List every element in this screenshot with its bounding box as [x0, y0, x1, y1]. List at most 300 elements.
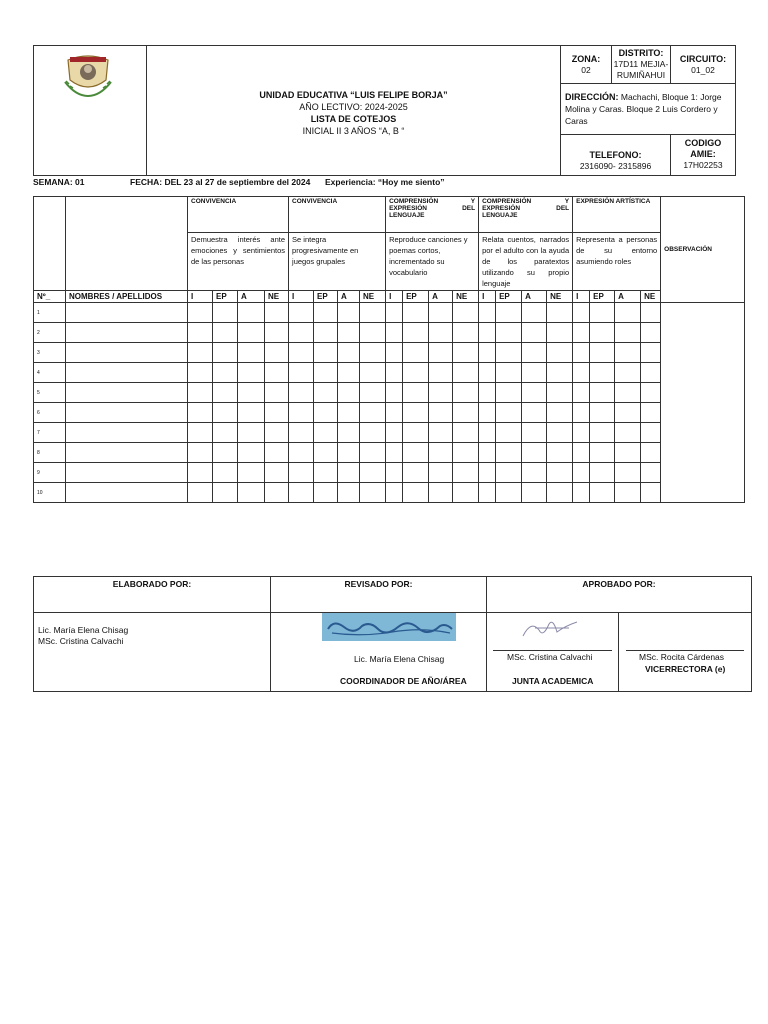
evaluation-cell[interactable] [479, 403, 496, 423]
evaluation-cell[interactable] [314, 363, 338, 383]
evaluation-cell[interactable] [573, 363, 590, 383]
evaluation-cell[interactable] [590, 463, 615, 483]
evaluation-cell[interactable] [238, 423, 265, 443]
evaluation-cell[interactable] [522, 483, 547, 503]
evaluation-cell[interactable] [641, 423, 661, 443]
evaluation-cell[interactable] [522, 403, 547, 423]
evaluation-cell[interactable] [338, 383, 360, 403]
evaluation-cell[interactable] [238, 363, 265, 383]
evaluation-cell[interactable] [386, 423, 403, 443]
evaluation-cell[interactable] [522, 443, 547, 463]
evaluation-cell[interactable] [453, 323, 479, 343]
scale-header-cell: A [522, 291, 547, 303]
evaluation-cell[interactable] [360, 323, 386, 343]
evaluation-cell[interactable] [289, 443, 314, 463]
evaluation-cell[interactable] [547, 483, 573, 503]
evaluation-cell[interactable] [547, 303, 573, 323]
evaluation-cell[interactable] [386, 303, 403, 323]
evaluation-cell[interactable] [314, 483, 338, 503]
student-name-cell[interactable] [66, 463, 188, 483]
evaluation-cell[interactable] [429, 443, 453, 463]
aprobado-role-1: JUNTA ACADEMICA [512, 676, 594, 686]
evaluation-cell[interactable] [238, 383, 265, 403]
signature-table [33, 576, 752, 692]
zona-value: 02 [581, 64, 591, 75]
row-number: 8 [34, 443, 66, 463]
evaluation-cell[interactable] [453, 383, 479, 403]
observacion-cell[interactable] [661, 403, 745, 423]
evaluation-cell[interactable] [479, 323, 496, 343]
evaluation-cell[interactable] [496, 443, 522, 463]
evaluation-cell[interactable] [314, 383, 338, 403]
table-row [34, 443, 745, 463]
student-name-cell[interactable] [66, 363, 188, 383]
evaluation-cell[interactable] [615, 323, 641, 343]
observacion-cell[interactable] [661, 463, 745, 483]
evaluation-cell[interactable] [403, 363, 429, 383]
evaluation-cell[interactable] [403, 323, 429, 343]
student-name-cell[interactable] [66, 303, 188, 323]
evaluation-cell[interactable] [522, 323, 547, 343]
student-name-cell[interactable] [66, 323, 188, 343]
revisado-role: COORDINADOR DE AÑO/ÁREA [340, 676, 467, 686]
evaluation-cell[interactable] [496, 403, 522, 423]
table-row [34, 463, 745, 483]
evaluation-cell[interactable] [238, 323, 265, 343]
table-row [34, 403, 745, 423]
evaluation-cell[interactable] [522, 343, 547, 363]
evaluation-cell[interactable] [496, 423, 522, 443]
evaluation-cell[interactable] [289, 343, 314, 363]
cotejo-grid [33, 196, 745, 503]
evaluation-cell[interactable] [403, 403, 429, 423]
evaluation-cell[interactable] [265, 403, 289, 423]
student-name-cell[interactable] [66, 443, 188, 463]
evaluation-cell[interactable] [289, 423, 314, 443]
row-number: 3 [34, 343, 66, 363]
evaluation-cell[interactable] [522, 463, 547, 483]
evaluation-cell[interactable] [590, 443, 615, 463]
evaluation-cell[interactable] [641, 443, 661, 463]
evaluation-cell[interactable] [289, 383, 314, 403]
evaluation-cell[interactable] [547, 383, 573, 403]
evaluation-cell[interactable] [429, 363, 453, 383]
area-header-3: COMPRENSIÓN Y EXPRESIÓN DEL LENGUAJE [386, 197, 479, 233]
evaluation-cell[interactable] [265, 363, 289, 383]
evaluation-cell[interactable] [429, 423, 453, 443]
evaluation-cell[interactable] [496, 343, 522, 363]
document-title: LISTA DE COTEJOS [310, 113, 397, 124]
telefono-label: TELEFONO: [589, 149, 642, 160]
evaluation-cell[interactable] [289, 303, 314, 323]
scale-header-cell: A [429, 291, 453, 303]
scale-header-cell: EP [213, 291, 238, 303]
evaluation-cell[interactable] [289, 483, 314, 503]
evaluation-cell[interactable] [265, 463, 289, 483]
evaluation-cell[interactable] [238, 303, 265, 323]
evaluation-cell[interactable] [213, 343, 238, 363]
evaluation-cell[interactable] [479, 463, 496, 483]
evaluation-cell[interactable] [238, 403, 265, 423]
observacion-cell[interactable] [661, 363, 745, 383]
evaluation-cell[interactable] [453, 423, 479, 443]
evaluation-cell[interactable] [453, 463, 479, 483]
evaluation-cell[interactable] [238, 483, 265, 503]
evaluation-cell[interactable] [360, 443, 386, 463]
evaluation-cell[interactable] [522, 383, 547, 403]
scale-header-cell: NE [641, 291, 661, 303]
evaluation-cell[interactable] [213, 483, 238, 503]
semana-text: SEMANA: 01 [33, 177, 85, 187]
evaluation-cell[interactable] [590, 483, 615, 503]
evaluation-cell[interactable] [479, 443, 496, 463]
evaluation-cell[interactable] [265, 323, 289, 343]
evaluation-cell[interactable] [496, 483, 522, 503]
revisado-signature-stamp [322, 613, 456, 641]
evaluation-cell[interactable] [213, 323, 238, 343]
school-logo-icon [60, 50, 116, 100]
evaluation-cell[interactable] [386, 483, 403, 503]
evaluation-cell[interactable] [496, 383, 522, 403]
school-name: UNIDAD EDUCATIVA “LUIS FELIPE BORJA” [259, 89, 448, 100]
evaluation-cell[interactable] [338, 363, 360, 383]
evaluation-cell[interactable] [547, 363, 573, 383]
evaluation-cell[interactable] [641, 383, 661, 403]
evaluation-cell[interactable] [429, 483, 453, 503]
evaluation-cell[interactable] [641, 403, 661, 423]
observacion-cell[interactable] [661, 343, 745, 363]
evaluation-cell[interactable] [403, 483, 429, 503]
evaluation-cell[interactable] [590, 363, 615, 383]
zona-label: ZONA: [571, 53, 601, 64]
evaluation-cell[interactable] [453, 363, 479, 383]
observacion-cell[interactable] [661, 323, 745, 343]
table-row [34, 363, 745, 383]
elaborado-name-2: MSc. Cristina Calvachi [38, 636, 124, 646]
evaluation-cell[interactable] [547, 423, 573, 443]
group-name: INICIAL II 3 AÑOS “A, B “ [302, 125, 405, 136]
evaluation-cell[interactable] [573, 403, 590, 423]
student-name-cell[interactable] [66, 343, 188, 363]
row-number: 5 [34, 383, 66, 403]
evaluation-cell[interactable] [188, 323, 213, 343]
evaluation-cell[interactable] [429, 343, 453, 363]
skill-description-5: Representa a personas de su entorno asumiendo roles [573, 233, 661, 291]
evaluation-cell[interactable] [314, 423, 338, 443]
evaluation-cell[interactable] [338, 463, 360, 483]
aprobado-name-2: MSc. Rocita Cárdenas [639, 652, 725, 662]
evaluation-cell[interactable] [547, 463, 573, 483]
evaluation-cell[interactable] [403, 383, 429, 403]
evaluation-cell[interactable] [386, 343, 403, 363]
evaluation-cell[interactable] [496, 363, 522, 383]
evaluation-cell[interactable] [429, 403, 453, 423]
student-name-cell[interactable] [66, 403, 188, 423]
telefono-cell [561, 134, 671, 175]
evaluation-cell[interactable] [265, 423, 289, 443]
evaluation-cell[interactable] [641, 323, 661, 343]
observacion-cell[interactable] [661, 423, 745, 443]
evaluation-cell[interactable] [429, 383, 453, 403]
evaluation-cell[interactable] [188, 343, 213, 363]
evaluation-cell[interactable] [360, 363, 386, 383]
evaluation-cell[interactable] [641, 303, 661, 323]
area-header-4: COMPRENSIÓN Y EXPRESIÓN DEL LENGUAJE [479, 197, 573, 233]
evaluation-cell[interactable] [386, 463, 403, 483]
evaluation-cell[interactable] [360, 303, 386, 323]
evaluation-cell[interactable] [641, 343, 661, 363]
evaluation-cell[interactable] [213, 383, 238, 403]
distrito-value: 17D11 MEJIA-RUMIÑAHUI [613, 59, 669, 81]
evaluation-cell[interactable] [213, 303, 238, 323]
scale-header-cell: EP [314, 291, 338, 303]
evaluation-cell[interactable] [496, 303, 522, 323]
evaluation-cell[interactable] [338, 483, 360, 503]
evaluation-cell[interactable] [360, 483, 386, 503]
evaluation-cell[interactable] [289, 463, 314, 483]
evaluation-cell[interactable] [615, 483, 641, 503]
evaluation-cell[interactable] [522, 303, 547, 323]
evaluation-cell[interactable] [615, 423, 641, 443]
observacion-header: OBSERVACIÓN [661, 197, 745, 303]
evaluation-cell[interactable] [496, 463, 522, 483]
elaborado-name-1: Lic. María Elena Chisag [38, 625, 129, 635]
revisado-header: REVISADO POR: [271, 577, 487, 613]
evaluation-cell[interactable] [188, 363, 213, 383]
evaluation-cell[interactable] [573, 343, 590, 363]
table-row [34, 323, 745, 343]
evaluation-cell[interactable] [429, 463, 453, 483]
amie-value: 17H02253 [683, 160, 723, 171]
evaluation-cell[interactable] [265, 303, 289, 323]
telefono-value: 2316090- 2315896 [579, 160, 652, 171]
evaluation-cell[interactable] [265, 483, 289, 503]
row-number: 2 [34, 323, 66, 343]
evaluation-cell[interactable] [213, 463, 238, 483]
blank-names-header [66, 197, 188, 291]
evaluation-cell[interactable] [403, 303, 429, 323]
table-row [34, 423, 745, 443]
evaluation-cell[interactable] [403, 443, 429, 463]
zona-cell [561, 46, 612, 84]
aprobado-sign-line-2 [626, 650, 744, 651]
evaluation-cell[interactable] [238, 463, 265, 483]
fecha-text: FECHA: DEL 23 al 27 de septiembre del 2024 [130, 177, 311, 187]
scale-header-cell: NE [453, 291, 479, 303]
evaluation-cell[interactable] [403, 423, 429, 443]
evaluation-cell[interactable] [188, 483, 213, 503]
evaluation-cell[interactable] [615, 343, 641, 363]
evaluation-cell[interactable] [360, 463, 386, 483]
evaluation-cell[interactable] [188, 443, 213, 463]
evaluation-cell[interactable] [213, 403, 238, 423]
skill-description-3: Reproduce canciones y poemas cortos, incrementado su vocabulario [386, 233, 479, 291]
evaluation-cell[interactable] [386, 403, 403, 423]
evaluation-cell[interactable] [641, 363, 661, 383]
area-header-2: CONVIVENCIA [289, 197, 386, 233]
evaluation-cell[interactable] [338, 303, 360, 323]
circuito-label: CIRCUITO: [679, 53, 727, 64]
revisado-cell [271, 613, 487, 692]
evaluation-cell[interactable] [213, 423, 238, 443]
evaluation-cell[interactable] [590, 343, 615, 363]
row-number: 7 [34, 423, 66, 443]
evaluation-cell[interactable] [453, 403, 479, 423]
scale-header-cell: A [338, 291, 360, 303]
evaluation-cell[interactable] [265, 343, 289, 363]
evaluation-cell[interactable] [453, 343, 479, 363]
student-name-cell[interactable] [66, 423, 188, 443]
blank-num-header [34, 197, 66, 291]
direccion-value: Machachi, Bloque 1: Jorge Molina y Caras. Bloque 2 Luis Cordero y Caras [565, 91, 722, 126]
observacion-cell[interactable] [661, 443, 745, 463]
evaluation-cell[interactable] [360, 423, 386, 443]
evaluation-cell[interactable] [289, 363, 314, 383]
evaluation-cell[interactable] [314, 323, 338, 343]
aprobado-cell-2 [619, 613, 752, 692]
evaluation-cell[interactable] [403, 463, 429, 483]
evaluation-cell[interactable] [496, 323, 522, 343]
evaluation-cell[interactable] [573, 383, 590, 403]
evaluation-cell[interactable] [238, 343, 265, 363]
table-row [34, 483, 745, 503]
evaluation-cell[interactable] [479, 483, 496, 503]
evaluation-cell[interactable] [338, 403, 360, 423]
evaluation-cell[interactable] [265, 383, 289, 403]
evaluation-cell[interactable] [590, 403, 615, 423]
direccion-cell [561, 84, 736, 134]
evaluation-cell[interactable] [641, 463, 661, 483]
aprobado-header: APROBADO POR: [487, 577, 752, 613]
evaluation-cell[interactable] [314, 303, 338, 323]
evaluation-cell[interactable] [386, 323, 403, 343]
evaluation-cell[interactable] [314, 343, 338, 363]
row-number: 4 [34, 363, 66, 383]
evaluation-cell[interactable] [479, 363, 496, 383]
evaluation-cell[interactable] [479, 423, 496, 443]
evaluation-cell[interactable] [573, 303, 590, 323]
evaluation-cell[interactable] [615, 303, 641, 323]
evaluation-cell[interactable] [590, 423, 615, 443]
area-header-1: CONVIVENCIA [188, 197, 289, 233]
evaluation-cell[interactable] [590, 303, 615, 323]
evaluation-cell[interactable] [615, 403, 641, 423]
evaluation-cell[interactable] [453, 303, 479, 323]
direccion-label: DIRECCIÓN: [565, 91, 619, 102]
observacion-cell[interactable] [661, 383, 745, 403]
student-name-cell[interactable] [66, 383, 188, 403]
evaluation-cell[interactable] [360, 403, 386, 423]
evaluation-cell[interactable] [479, 383, 496, 403]
table-row [34, 383, 745, 403]
evaluation-cell[interactable] [479, 303, 496, 323]
academic-year: AÑO LECTIVO: 2024-2025 [299, 101, 408, 112]
distrito-label: DISTRITO: [618, 48, 664, 59]
evaluation-cell[interactable] [590, 383, 615, 403]
evaluation-cell[interactable] [453, 443, 479, 463]
evaluation-cell[interactable] [213, 443, 238, 463]
evaluation-cell[interactable] [547, 443, 573, 463]
evaluation-cell[interactable] [213, 363, 238, 383]
evaluation-cell[interactable] [590, 323, 615, 343]
evaluation-cell[interactable] [238, 443, 265, 463]
student-name-cell[interactable] [66, 483, 188, 503]
evaluation-cell[interactable] [386, 383, 403, 403]
scale-header-cell: I [386, 291, 403, 303]
evaluation-cell[interactable] [314, 443, 338, 463]
evaluation-cell[interactable] [386, 443, 403, 463]
scale-header-cell: I [289, 291, 314, 303]
evaluation-cell[interactable] [188, 403, 213, 423]
evaluation-cell[interactable] [314, 463, 338, 483]
evaluation-cell[interactable] [338, 443, 360, 463]
evaluation-cell[interactable] [289, 323, 314, 343]
evaluation-cell[interactable] [547, 323, 573, 343]
evaluation-cell[interactable] [265, 443, 289, 463]
evaluation-cell[interactable] [573, 483, 590, 503]
aprobado-cell-1 [487, 613, 619, 692]
evaluation-cell[interactable] [360, 343, 386, 363]
evaluation-cell[interactable] [615, 443, 641, 463]
scale-header-cell: I [573, 291, 590, 303]
evaluation-cell[interactable] [289, 403, 314, 423]
evaluation-cell[interactable] [360, 383, 386, 403]
evaluation-cell[interactable] [188, 303, 213, 323]
evaluation-cell[interactable] [386, 363, 403, 383]
aprobado-role-2: VICERRECTORA (e) [645, 664, 726, 674]
observacion-cell[interactable] [661, 303, 745, 323]
evaluation-cell[interactable] [403, 343, 429, 363]
evaluation-cell[interactable] [573, 423, 590, 443]
evaluation-cell[interactable] [479, 343, 496, 363]
experiencia-text: Experiencia: “Hoy me siento” [325, 177, 445, 187]
evaluation-cell[interactable] [641, 483, 661, 503]
evaluation-cell[interactable] [547, 403, 573, 423]
distrito-cell [612, 46, 671, 84]
circuito-value: 01_02 [691, 64, 715, 75]
evaluation-cell[interactable] [188, 463, 213, 483]
evaluation-cell[interactable] [573, 323, 590, 343]
header-table [33, 45, 736, 176]
evaluation-cell[interactable] [522, 363, 547, 383]
scale-header-cell: NE [360, 291, 386, 303]
row-number: 1 [34, 303, 66, 323]
scale-header-cell: I [188, 291, 213, 303]
evaluation-cell[interactable] [188, 423, 213, 443]
evaluation-cell[interactable] [453, 483, 479, 503]
evaluation-cell[interactable] [429, 323, 453, 343]
evaluation-cell[interactable] [547, 343, 573, 363]
evaluation-cell[interactable] [338, 323, 360, 343]
evaluation-cell[interactable] [615, 463, 641, 483]
evaluation-cell[interactable] [615, 363, 641, 383]
evaluation-cell[interactable] [188, 383, 213, 403]
evaluation-cell[interactable] [338, 343, 360, 363]
observacion-cell[interactable] [661, 483, 745, 503]
evaluation-cell[interactable] [338, 423, 360, 443]
evaluation-cell[interactable] [615, 383, 641, 403]
row-number: 9 [34, 463, 66, 483]
evaluation-cell[interactable] [314, 403, 338, 423]
evaluation-cell[interactable] [429, 303, 453, 323]
skill-description-4: Relata cuentos, narrados por el adulto con la ayuda de los paratextos utilizando su propio lenguaje [479, 233, 573, 291]
evaluation-cell[interactable] [522, 423, 547, 443]
names-column-header: NOMBRES / APELLIDOS [66, 291, 188, 303]
row-number: 6 [34, 403, 66, 423]
evaluation-cell[interactable] [573, 443, 590, 463]
evaluation-cell[interactable] [573, 463, 590, 483]
scale-header-cell: EP [496, 291, 522, 303]
